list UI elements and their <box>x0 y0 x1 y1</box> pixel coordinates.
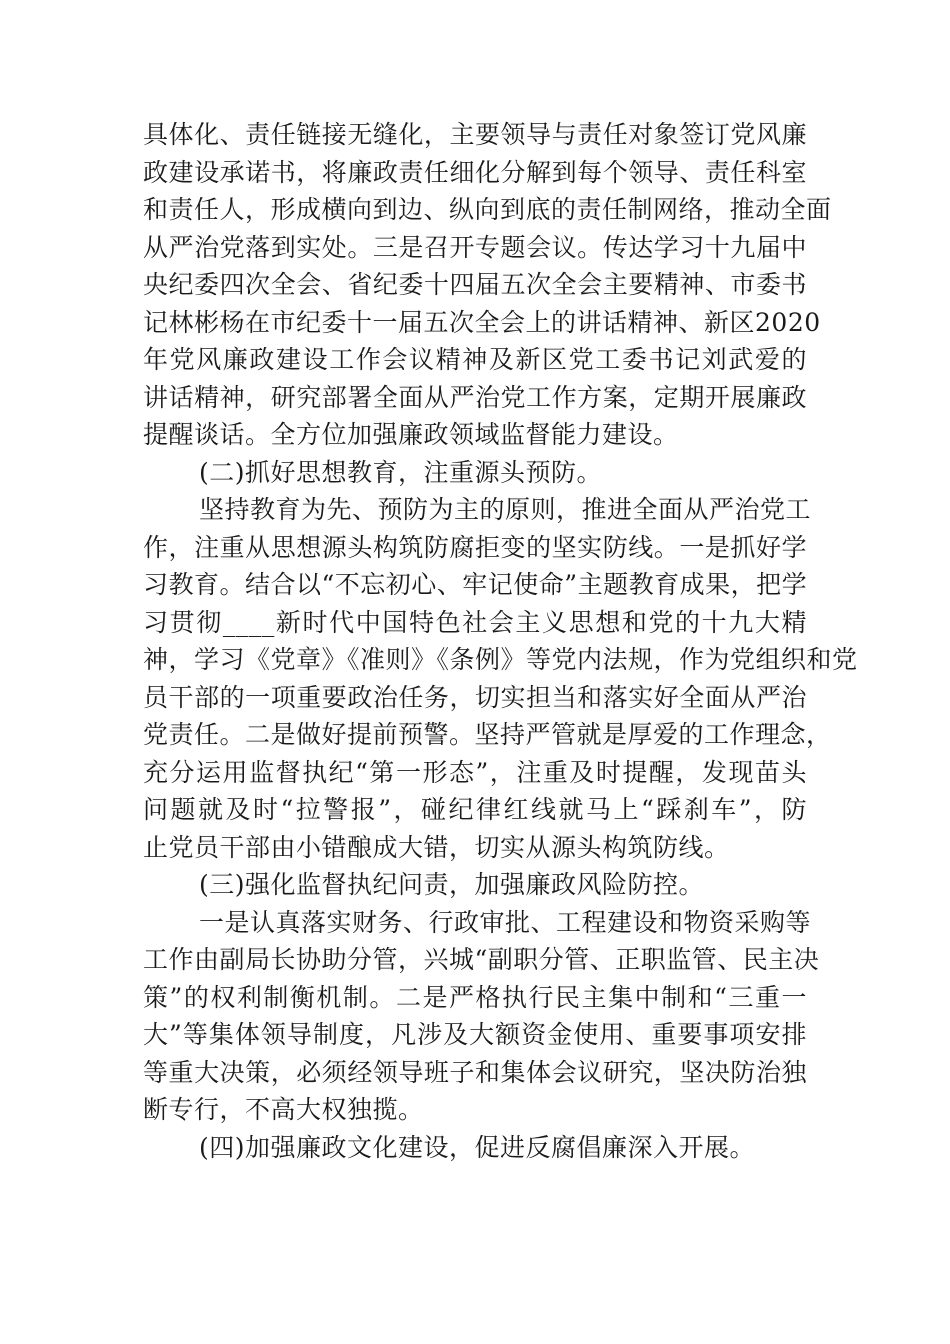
text-line: 从严治党落到实处。三是召开专题会议。传达学习十九届中 <box>143 232 807 262</box>
section-heading-2: (二)抓好思想教育，注重源头预防。 <box>199 457 603 487</box>
text-line: 年党风廉政建设工作会议精神及新区党工委书记刘武爱的 <box>143 345 807 374</box>
text-line: 大”等集体领导制度，凡涉及大额资金使用、重要事项安排 <box>143 1020 807 1049</box>
text-line: 讲话精神，研究部署全面从严治党工作方案，定期开展廉政 <box>143 382 807 412</box>
text-line: 和责任人，形成横向到边、纵向到底的责任制网络，推动全面 <box>143 195 832 224</box>
text-line: 断专行，不高大权独揽。 <box>143 1095 424 1124</box>
text-line: 员干部的一项重要政治任务，切实担当和落实好全面从严治 <box>143 682 807 712</box>
body-text <box>143 116 858 1166</box>
text-line: 习教育。结合以“不忘初心、牢记使命”主题教育成果，把学 <box>143 570 808 599</box>
text-line: 提醒谈话。全方位加强廉政领域监督能力建设。 <box>143 420 679 449</box>
text-line: 止党员干部由小错酿成大错，切实从源头构筑防线。 <box>143 832 730 862</box>
text-line: 党责任。二是做好提前预警。坚持严管就是厚爱的工作理念， <box>143 720 832 749</box>
text-line: 一是认真落实财务、行政审批、工程建设和物资采购等 <box>199 907 812 937</box>
text-line: 政建设承诺书，将廉政责任细化分解到每个领导、责任科室 <box>143 157 807 187</box>
text-line: 问题就及时“拉警报”，碰纪律红线就马上“踩刹车”，防 <box>143 795 807 824</box>
text-line: 央纪委四次全会、省纪委十四届五次全会主要精神、市委书 <box>143 270 807 299</box>
text-line: 习贯彻____新时代中国特色社会主义思想和党的十九大精 <box>143 607 807 637</box>
text-line: 具体化、责任链接无缝化，主要领导与责任对象签订党风廉 <box>143 120 807 149</box>
section-heading-3: (三)强化监督执纪问责，加强廉政风险防控。 <box>199 870 705 899</box>
text-line: 记林彬杨在市纪委十一届五次全会上的讲话精神、新区2020 <box>143 307 821 337</box>
text-line: 神，学习《党章》《准则》《条例》等党内法规，作为党组织和党 <box>143 645 858 674</box>
text-line: 工作由副局长协助分管，兴城“副职分管、正职监管、民主决 <box>143 945 820 974</box>
text-line: 充分运用监督执纪“第一形态”，注重及时提醒，发现苗头 <box>143 757 807 787</box>
text-line: 坚持教育为先、预防为主的原则，推进全面从严治党工 <box>199 495 812 524</box>
text-line: 策”的权利制衡机制。二是严格执行民主集中制和“三重一 <box>143 982 807 1012</box>
text-line: 等重大决策，必须经领导班子和集体会议研究，坚决防治独 <box>143 1057 807 1087</box>
section-heading-4: (四)加强廉政文化建设，促进反腐倡廉深入开展。 <box>199 1132 756 1162</box>
text-line: 作，注重从思想源头构筑防腐拒变的坚实防线。一是抓好学 <box>143 532 807 562</box>
